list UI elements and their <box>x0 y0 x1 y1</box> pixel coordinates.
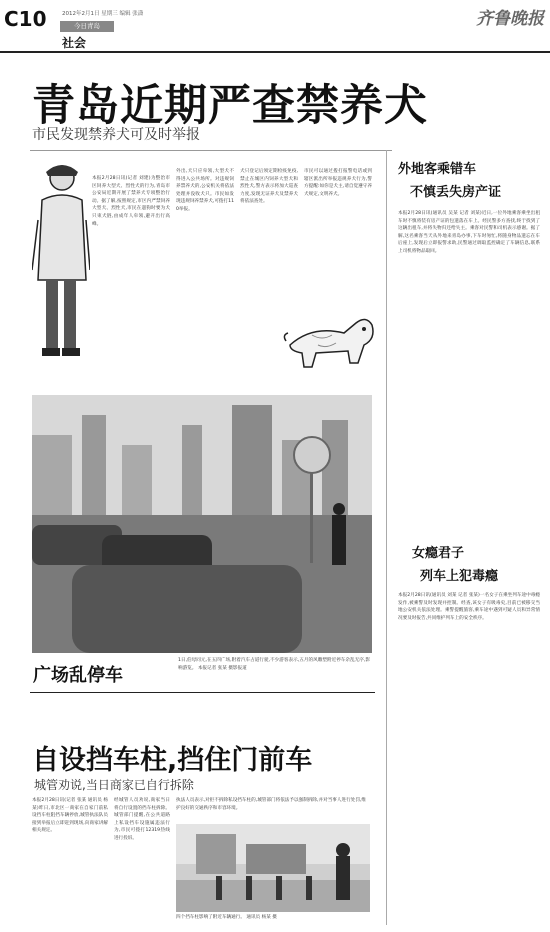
side1-headline: 外地客乘错车 <box>398 162 477 177</box>
dog-illustration <box>282 305 378 375</box>
main-body-col2: 外出,犬只应牵领,大型犬不得进入公共场所。对违规饲养禁养犬的,公安机关将依法处理并没收犬只。市民如发现违规饲养禁养犬,可拨打110举报。 <box>176 169 234 212</box>
story2-subhead: 城管劝说,当日商家已自行拆除 <box>34 778 194 792</box>
barrier-photo <box>176 824 370 912</box>
right-column-rule <box>386 150 387 925</box>
header-rule <box>0 51 550 53</box>
main-headline: 青岛近期严查禁养犬 <box>32 81 428 131</box>
side1-body: 本报2月28日讯(通讯员 吴某 记者 刘某)近日,一位外地乘客乘坐出租车时不慎将装有房产证的包遗落在车上。经民警多方查找,终于找到了这辆出租车,并将失物归还给失主。乘客对民警和司机表示感谢。据了解,这名乘客当天从外地来青岛办事,下车时匆忙,将随身物品遗忘在车后座上,发现后立即报警求助,民警通过调取监控确定了车辆信息,联系上司机将物品取回。 <box>398 211 540 254</box>
main-subhead: 市民发现禁养犬可及时举报 <box>32 127 200 143</box>
main-body-col4: 市民可以通过拨打报警电话或到辖区派出所举报违规养犬行为,警方提醒:如你是犬主,请自觉遵守养犬规定,文明养犬。 <box>304 169 372 197</box>
square-parking-photo <box>32 395 372 653</box>
photo1-caption: 1日,伯母同元,在五四广场,附着汽车占道行驶,不少游客表示,五月的风雕塑附近停车杂乱无序,影响游览。 本报记者 张某 摄影报道 <box>178 658 370 671</box>
issue-meta: 2012年2月1日 星期三 编辑 张潇 <box>62 11 144 17</box>
side2-headline: 女瘾君子 <box>412 546 465 561</box>
story2-body-col1: 本报2月28日讯(记者 张某 通讯员 杨某)昨日,市北区一商家在自家门前私设挡车柱阻挡车辆停放,城管执法队员接到举报后立即赶到现场,向商家讲解相关规定。 <box>32 798 108 834</box>
story2-headline: 自设挡车柱,挡住门前车 <box>32 745 313 776</box>
barrier-photo-caption: 四个挡车柱影响了附近车辆通行。 通讯员 杨某 摄 <box>176 915 277 920</box>
section-divider <box>30 692 375 693</box>
side1-subhead: 不慎丢失房产证 <box>410 185 502 200</box>
gray-line <box>30 150 392 151</box>
story2-body-col3: 执法人员表示,对拒不拆除私设挡车柱的,城管部门将依法予以强制拆除,并对当事人进行处罚,维护良好的交通秩序和市容环境。 <box>176 798 366 811</box>
photo1-title: 广场乱停车 <box>33 655 183 695</box>
main-body-col1: 本报2月28日讯(记者 刘建)为整治市区饲养大型犬、烈性犬的行为,青岛市公安局近期开展了禁养犬专项整治行动。据了解,按照规定,市区内严禁饲养大型犬、烈性犬,市民在遛狗时要为犬只束犬链,由成年人牵领,避开出行高峰。 <box>92 176 170 227</box>
section-name: 社会 <box>62 36 87 50</box>
side2-body: 本报2月28日讯(通讯员 刘某 记者 张某)一名女子在乘坐列车途中毒瘾发作,被乘警及时发现并控制。经查,该女子有吸毒史,目前已被移交当地公安机关依法处理。乘警提醒旅客,乘车途中遇到可疑人员和异常情况要及时报告,共同维护列车上的安全秩序。 <box>398 593 540 621</box>
main-body-col3: 犬只登记后须定期检疫免疫,禁止在城区内饲养大型犬和烈性犬,警方表示将加大巡查力度,发现无证养犬及禁养犬将依法查处。 <box>240 169 298 205</box>
story2-body-col2: 经城管人员劝说,商家当日将自行设置的挡车柱拆除。城管部门提醒,在公共道路上私设挡车设施属违法行为,市民可拨打12319热线进行投诉。 <box>114 798 170 841</box>
police-illustration <box>32 160 90 360</box>
masthead-logo: 齐鲁晚报 <box>476 9 544 29</box>
page-number: C10 <box>4 7 47 31</box>
side2-subhead: 列车上犯毒瘾 <box>420 569 499 584</box>
section-tag: 今日青岛 <box>60 21 114 32</box>
